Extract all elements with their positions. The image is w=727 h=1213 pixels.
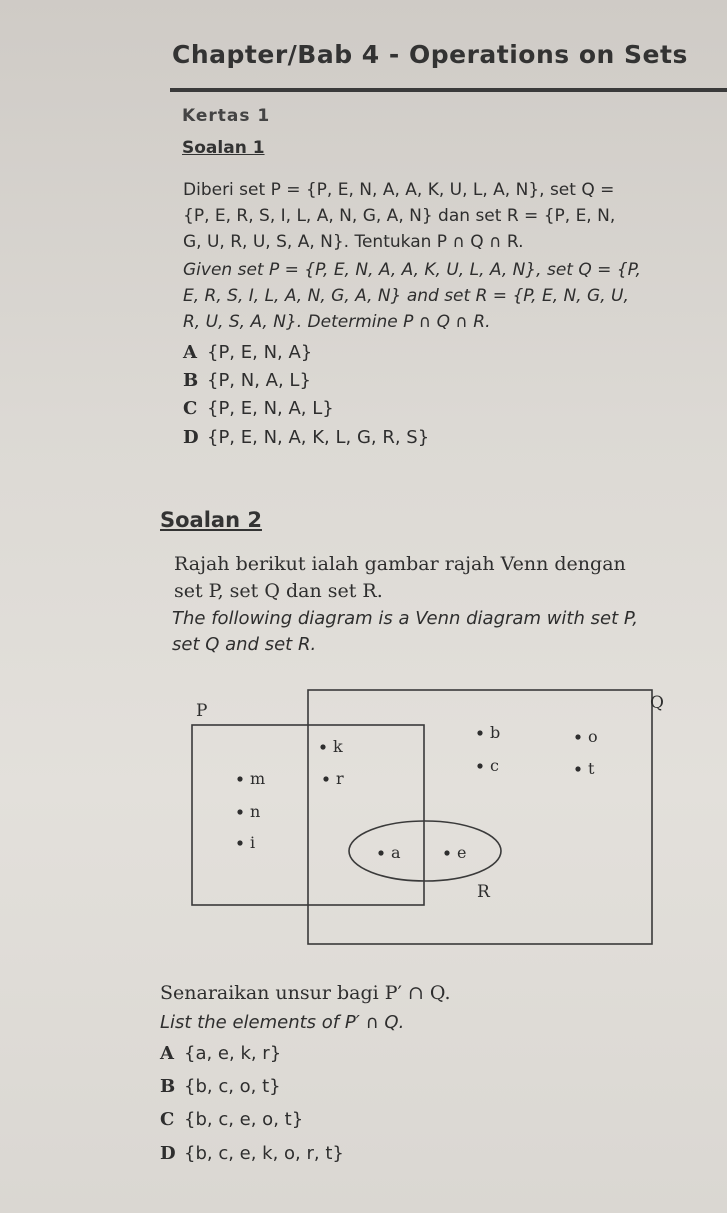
element-label: o xyxy=(588,727,598,746)
element-label: i xyxy=(250,833,256,852)
q1-english-line: Given set P = {P, E, N, A, A, K, U, L, A, N}, set Q = {P, xyxy=(183,260,641,280)
q2-english-line: The following diagram is a Venn diagram with set P, xyxy=(172,608,638,629)
option-text: {P, E, N, A} xyxy=(207,342,313,363)
element-dot xyxy=(378,850,383,855)
element-label: c xyxy=(490,756,499,775)
q1-english-line: R, U, S, A, N}. Determine P ∩ Q ∩ R. xyxy=(183,312,491,332)
element-dot xyxy=(477,730,482,735)
q1-english-line: E, R, S, I, L, A, N, G, A, N} and set R = {P, E, N, G, U, xyxy=(183,286,629,306)
element-label: b xyxy=(490,723,501,742)
element-label: m xyxy=(250,769,266,788)
set-q-label: Q xyxy=(650,693,664,713)
q2-option-b[interactable] xyxy=(160,1076,281,1097)
element-label: e xyxy=(457,843,467,862)
option-text: {b, c, o, t} xyxy=(184,1076,281,1097)
option-letter: A xyxy=(183,342,197,363)
option-letter: C xyxy=(183,398,198,419)
element-dot xyxy=(444,850,449,855)
question-1-heading: Soalan 1 xyxy=(182,138,265,158)
option-text: {P, N, A, L} xyxy=(207,370,311,391)
q2-malay-line: Rajah berikut ialah gambar rajah Venn dengan xyxy=(174,553,626,575)
q1-malay-line: {P, E, R, S, I, L, A, N, G, A, N} dan set R = {P, E, N, xyxy=(183,206,616,226)
q2-prompt-malay: Senaraikan unsur bagi P′ ∩ Q. xyxy=(160,982,451,1004)
element-dot xyxy=(323,776,328,781)
q2-english-line: set Q and set R. xyxy=(172,634,317,655)
paper-label: Kertas 1 xyxy=(182,106,271,126)
set-r-ellipse xyxy=(349,821,501,881)
question-2-heading: Soalan 2 xyxy=(160,508,262,532)
q2-option-d[interactable] xyxy=(160,1143,344,1164)
option-letter: D xyxy=(183,427,199,448)
q2-option-a[interactable] xyxy=(160,1043,281,1064)
element-dot xyxy=(237,840,242,845)
element-label: t xyxy=(588,759,595,778)
element-label: k xyxy=(333,737,343,756)
element-label: a xyxy=(391,843,401,862)
option-letter: B xyxy=(183,370,199,391)
option-letter: B xyxy=(160,1076,176,1097)
q2-malay-line: set P, set Q dan set R. xyxy=(174,580,383,602)
option-text: {a, e, k, r} xyxy=(184,1043,282,1064)
element-label: r xyxy=(336,769,344,788)
option-text: {b, c, e, k, o, r, t} xyxy=(184,1143,344,1164)
option-letter: A xyxy=(160,1043,174,1064)
option-text: {b, c, e, o, t} xyxy=(184,1109,304,1130)
q2-prompt-english: List the elements of P′ ∩ Q. xyxy=(160,1012,405,1033)
element-dot xyxy=(320,744,325,749)
option-letter: C xyxy=(160,1109,175,1130)
q1-malay-line: Diberi set P = {P, E, N, A, A, K, U, L, A, N}, set Q = xyxy=(183,180,615,200)
element-dot xyxy=(575,766,580,771)
q2-option-c[interactable] xyxy=(160,1109,303,1130)
q1-malay-line: G, U, R, U, S, A, N}. Tentukan P ∩ Q ∩ R. xyxy=(183,232,524,252)
element-dot xyxy=(477,763,482,768)
set-q-rectangle xyxy=(308,690,652,944)
element-label: n xyxy=(250,802,261,821)
element-dot xyxy=(237,809,242,814)
element-dot xyxy=(237,776,242,781)
option-letter: D xyxy=(160,1143,176,1164)
option-text: {P, E, N, A, K, L, G, R, S} xyxy=(207,427,430,448)
set-p-label: P xyxy=(196,701,208,721)
set-r-label: R xyxy=(477,882,490,902)
element-dot xyxy=(575,734,580,739)
chapter-title: Chapter/Bab 4 - Operations on Sets xyxy=(172,40,688,69)
option-text: {P, E, N, A, L} xyxy=(207,398,334,419)
